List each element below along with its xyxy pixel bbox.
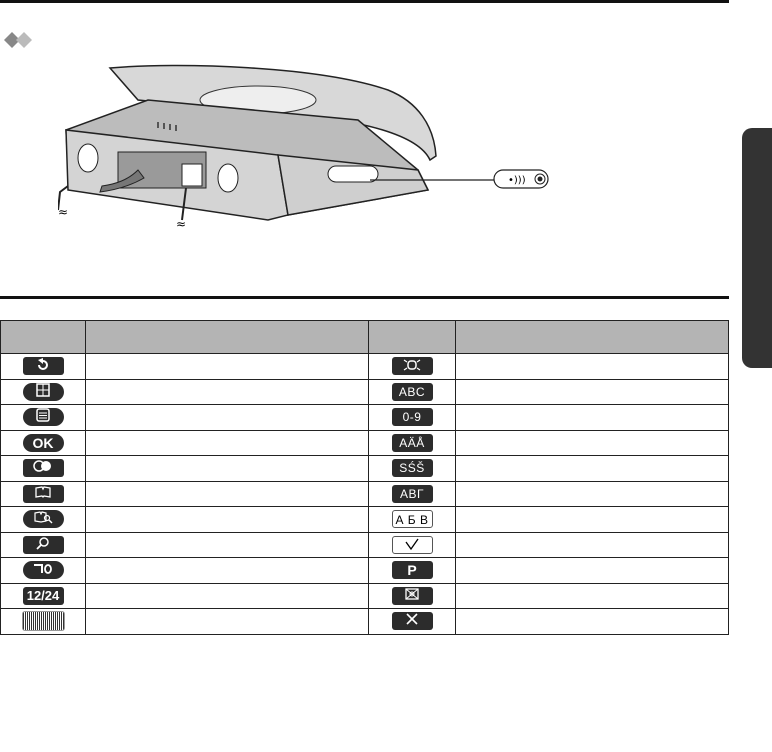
svg-text:≈: ≈ (58, 205, 69, 219)
greek-key-icon: ΑΒΓ (392, 485, 433, 503)
svg-text:•))): •))) (508, 175, 526, 186)
search-key-icon (23, 536, 64, 554)
accented-s-key-icon: SŚŠ (392, 459, 433, 477)
top-rule (0, 0, 729, 3)
phonebook-key-icon (23, 485, 64, 503)
light-key-icon (392, 357, 433, 375)
accented-a-key-icon: AÄÅ (392, 434, 433, 452)
intercom-key-icon (23, 561, 64, 579)
dotted-key-icon (22, 611, 65, 631)
header-cell (1, 321, 86, 354)
table-row (1, 354, 729, 380)
toggle-circle-key-icon (23, 459, 64, 477)
svg-text:≈: ≈ (176, 217, 187, 230)
table-row (1, 583, 729, 609)
redial-key-icon (23, 357, 64, 375)
table-row (1, 532, 729, 558)
base-unit-illustration (58, 60, 448, 230)
locator-callout (370, 160, 570, 200)
cyrillic-key-icon: А Б В (392, 510, 433, 528)
phonebook-edit-key-icon (23, 510, 64, 528)
table-row (1, 558, 729, 584)
side-tab (742, 128, 772, 368)
checkmark-key-icon (392, 536, 433, 554)
table-row (1, 430, 729, 456)
menu-grid-key-icon (23, 383, 64, 401)
table-row (1, 379, 729, 405)
table-header-row (1, 321, 729, 354)
ok-key-icon: OK (23, 434, 64, 452)
table-row (1, 405, 729, 431)
table-row (1, 609, 729, 635)
numeric-key-icon: 0-9 (392, 408, 433, 426)
pause-key-icon: P (392, 561, 433, 579)
key-icon-table (0, 320, 729, 635)
header-cell (456, 321, 729, 354)
header-cell (369, 321, 456, 354)
header-cell (86, 321, 369, 354)
diamonds-icon (2, 30, 42, 50)
table-row (1, 507, 729, 533)
section-rule (0, 296, 729, 299)
table-row (1, 456, 729, 482)
mute-key-icon (392, 587, 433, 605)
abc-key-icon: ABC (392, 383, 433, 401)
table-row (1, 481, 729, 507)
clock-format-key-icon: 12/24 (23, 587, 64, 605)
list-key-icon (23, 408, 64, 426)
delete-key-icon (392, 612, 433, 630)
